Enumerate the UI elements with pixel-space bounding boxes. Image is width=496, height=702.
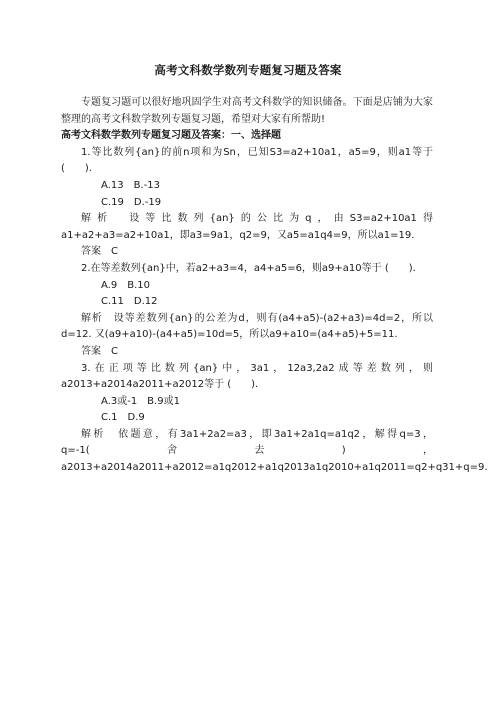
q2-analysis: 解析 设等差数列{an}的公差为d，则有(a4+a5)-(a2+a3)=4d=2，所以d=12. 又(a9+a10)-(a4+a5)=10d=5，所以a9+a10=(a4+a5)+5=11. [61,312,433,341]
q3-options-ab: A.3或-1 B.9或1 [101,395,180,407]
q3-options-cd: C.1 D.9 [101,412,145,424]
section-heading: 高考文科数学数列专题复习题及答案：一、选择题 [61,130,281,142]
q2-options-cd: C.11 D.12 [101,296,158,308]
q1-analysis: 解析 设等比数列{an}的公比为q，由S3=a2+10a1得a1+a2+a3=a2+10a1，即a3=9a1，q2=9，又a5=a1q4=9，所以a1=19. [61,213,433,241]
q1-question: 1.等比数列{an}的前n项和为Sn，已知S3=a2+10a1，a5=9，则a1等于 ( ). [61,146,433,175]
intro-paragraph: 专题复习题可以很好地巩固学生对高考文科数学的知识储备。下面是店铺为大家整理的高考文科数学数列专题复习题，希望对大家有所帮助! [61,97,433,125]
q1-options-ab: A.13 B.-13 [101,179,160,191]
q2-options-ab: A.9 B.10 [101,279,150,291]
q1-answer: 答案 C [81,246,118,258]
document-title: 高考文科数学数列专题复习题及答案 [154,63,342,77]
document-body [61,95,488,477]
q2-question: 2.在等差数列{an}中，若a2+a3=4，a4+a5=6，则a9+a10等于 ( ). [81,262,416,274]
q2-answer: 答案 C [81,345,118,357]
q3-analysis: 解析 依题意，有3a1+2a2=a3，即3a1+2a1q=a1q2，解得q=3，q=-1(舍去)，a2013+a2014a2011+a2012=a1q2012+a1q2013a1q2010+a1q2011=q2+q31+q=9. [61,428,488,474]
q3-question: 3.在正项等比数列{an}中，3a1，12a3,2a2成等差数列，则a2013+a2014a2011+a2012等于 ( ). [61,362,433,391]
q1-options-cd: C.19 D.-19 [101,196,162,208]
